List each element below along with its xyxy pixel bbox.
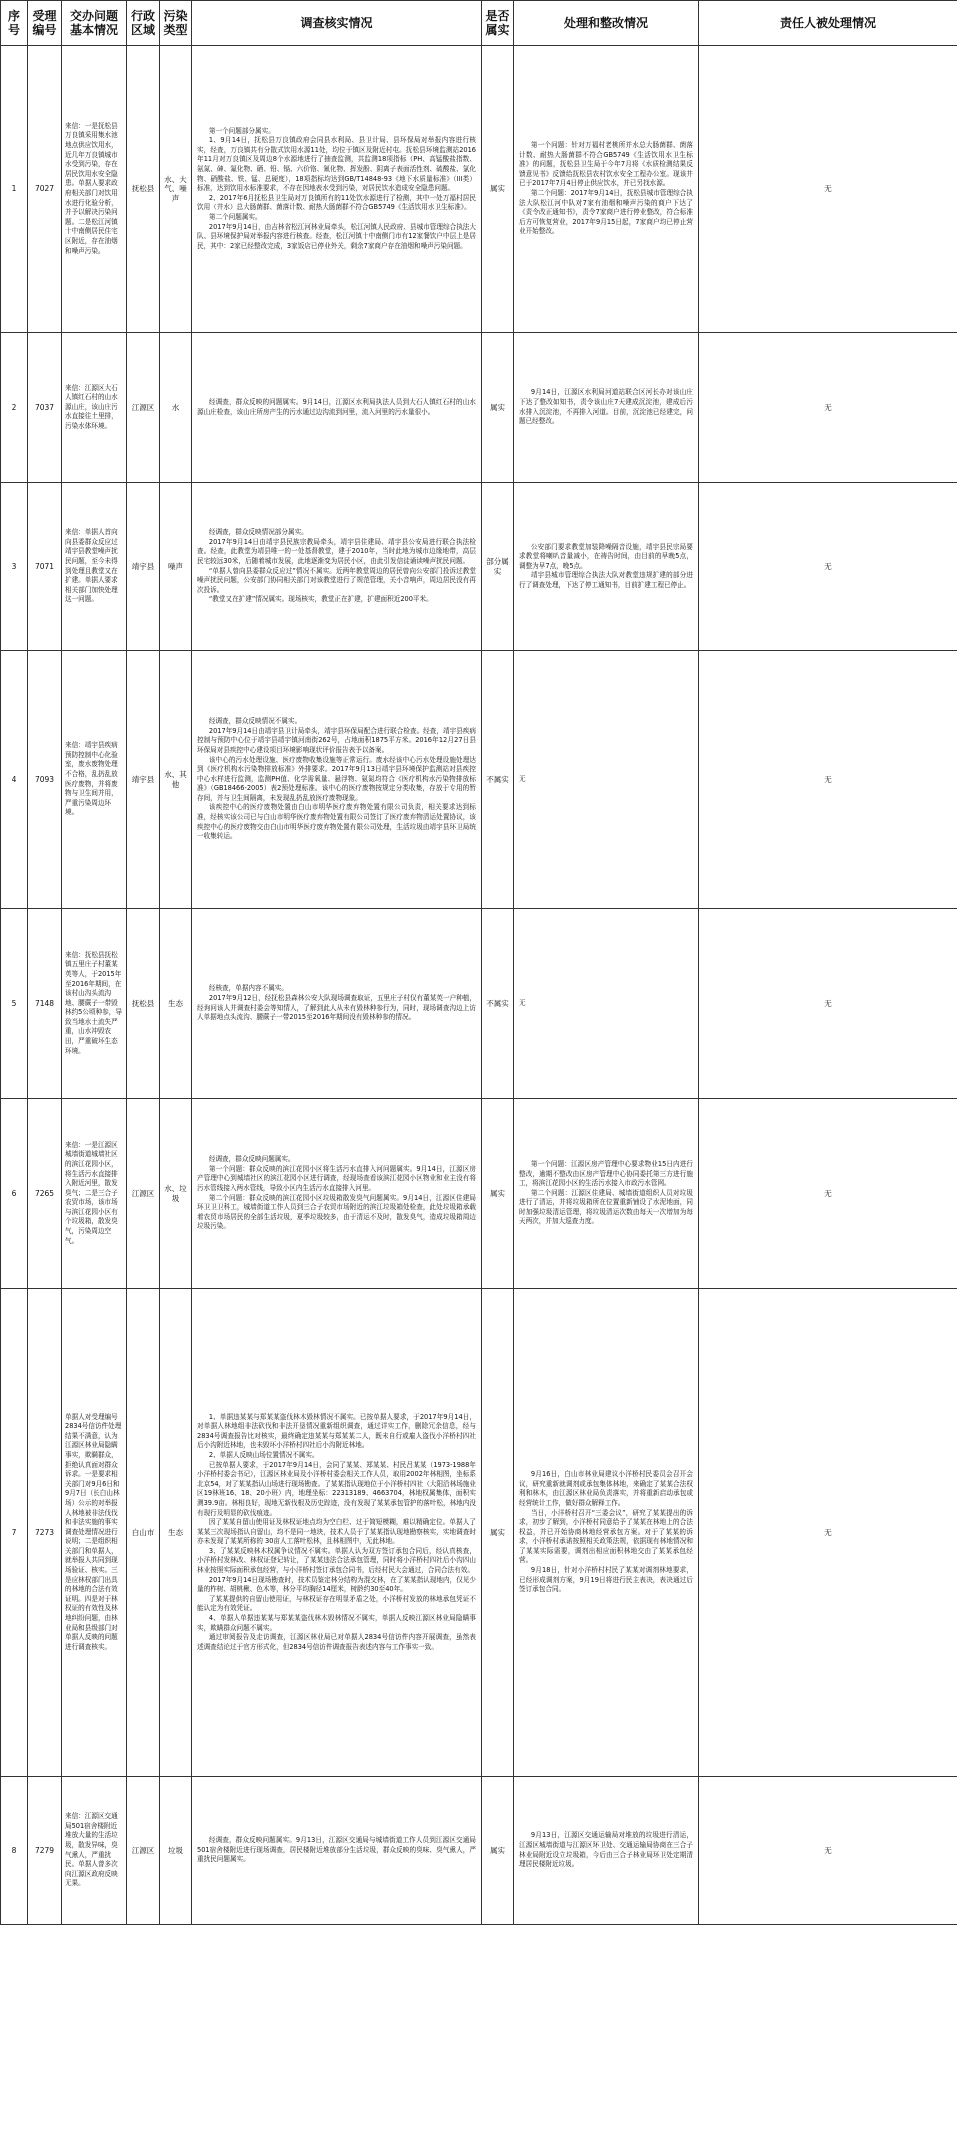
header-investigation: 调查核实情况: [192, 1, 482, 46]
row-seq: 5: [1, 909, 28, 1099]
paragraph: 第二个问题：2017年9月14日，抚松县城市管理综合执法大队松江河中队对7家有油烟和噪声污染的商户下达了《责令改正通知书》，责令7家商户进行停业整改，符合标准后方可恢复营业，2017年9月15日起，7家商户均已停止营业开始整改。: [519, 189, 693, 236]
row-region: 江源区: [127, 1099, 160, 1289]
row-issue-summary: 来信：靖宇县疾病预防控制中心化验室，废水废物处理不合格，乱扔乱放医疗废物，并将废物与卫生间并用，严重污染周边环境。: [62, 651, 127, 909]
row-verified: 部分属实: [482, 483, 514, 651]
row-seq: 3: [1, 483, 28, 651]
row-region: 靖宇县: [127, 483, 160, 651]
row-case-no: 7027: [28, 46, 62, 333]
paragraph: 4、单据人单据违某某与郑某某盗伐林木毁林情况不属实，单据人反映江源区林业局隐瞒事实，欺瞒群众问题不属实。: [197, 1614, 476, 1632]
paragraph: 第一个问题：群众反映的滨江花园小区将生活污水直排入河问题属实。9月14日，江源区房产管理中心到城墙社区的滨江花园小区进行调查，经现场查看该滨江花园小区物业和业主没有将污水管线接入两水管线，导致小区内生活污水直接排入河里。: [197, 1164, 476, 1192]
row-issue-summary: 来信：一是抚松县万良镇采用集水池地点供应饮用水，近几年万良镇城市水受到污染，存在居民饮用水安全隐患。单据人要求政府相关部门对饮用水进行化验分析，并予以解决污染问题。二是松江河镇十中南侧居民住宅区附近，存在油烟和噪声污染。: [62, 46, 127, 333]
row-issue-summary: 来信：江源区大石人镇红石村的山水源山庄，该山庄污水直接往土里排，污染水体环境。: [62, 333, 127, 483]
paragraph: “教堂又在扩建”情况属实。现场核实，教堂正在扩建，扩建面积近200平米。: [208, 595, 433, 604]
row-pollution-type: 生态: [160, 909, 192, 1099]
paragraph: 经调查，群众反映问题属实。: [208, 1155, 295, 1164]
paragraph: 已按单据人要求，于2017年9月14日，会同了某某、郑某某、村民吕某某（1973-1988年小洋桥村委会书记），江源区林业局及小洋桥村委会相关工作人员，取用2002年林相图，坐标系北京54，对了某某指认山场进行现场勘查。了某某指认现地位于小洋桥村四社（大阳沿林场施业区19林班16、18、20小班）内，地理坐标：22313189、4663704，林地权属集体，面积实测39.9亩。林相良好，现地无新伐根及历史踪迹，没有发现了某某承包管护的落叶松，林地内没有现行及明显的砍伐痕迹。: [197, 1460, 476, 1517]
paragraph: 经调查，群众反映情况部分属实。: [208, 528, 308, 537]
row-investigation: [192, 1777, 482, 1925]
row-verified: 属实: [482, 1099, 514, 1289]
paragraph: 该中心的污水处理设施、医疗废物收集设施等正常运行。废水经该中心污水处理设施处理达到《医疗机构水污染物排放标准》外排要求。2017年9月13日靖宇县环境保护监测站对县疾控中心水样进行监测，监测PH值、化学需氧量、悬浮物、氨氮均符合《医疗机构水污染物排放标准》（GB18466-2005）表2预处理标准。该中心的医疗废物按规定分类收集，存放于专用的暂存间，并与卫生间隔离，未发现乱扔乱放医疗废物现象。: [197, 755, 476, 802]
paragraph: 经核查，单据内容不属实。: [208, 984, 288, 993]
header-case-no: 受理编号: [28, 1, 62, 46]
row-pollution-type: 生态: [160, 1289, 192, 1777]
row-investigation: [192, 1289, 482, 1777]
paragraph: 9月14日，江源区水利局河道站联合区河长办对该山庄下达了整改如知书，责令该山庄7天建成沉淀池，建成后污水排入沉淀池，不再排入河道。目前，沉淀池已经建完，问题已经整改。: [519, 388, 693, 426]
paragraph: 2017年9月14日，由吉林省松江河林业局牵头，松江河镇人民政府、县城市管理综合执法大队、县环境保护局对举报内容进行核查。经查，松江河镇十中南侧门市有12家餐饮户中层上是居民，其中：2家已经整改完成，3家饭店已停业外关，剩余7家商户存在油烟和噪声污染问题。: [197, 222, 476, 250]
row-handling: 无: [514, 909, 699, 1099]
row-case-no: 7071: [28, 483, 62, 651]
paragraph: “单据人曾向县委群众反应过”情况不属实。近两年教堂周边的居民曾向公安部门投诉过教堂噪声扰民问题，公安部门协同相关部门对该教堂进行了规范管理，关小音响声，周边居民没有再次投诉。: [197, 566, 476, 594]
row-issue-summary: 来信：单据人首向向县委群众反应过靖宇县教堂噪声扰民问题，至今未得到处理且教堂又在扩建。单据人要求相关部门加快处理这一问题。: [62, 483, 127, 651]
paragraph: 2017年9月14日由靖宇县民族宗教局牵头，靖宇县住建局、靖宇县公安局进行联合执法检查。经查，此教堂为靖县唯一的一处基督教堂，建于2010年，当时此地为城市边缘地带，高层民宅较远30米，后随着城市发展，此地逐渐变为居民小区，由此引发信徒诵读噪声扰民问题。: [197, 537, 476, 565]
paragraph: 第二个问题：群众反映的滨江花园小区垃圾箱散发臭气问题属实。9月14日，江源区住建局环卫卫卫科工，城墙街道工作人员到三合子农贸市场附近的滨江垃圾箱处检查，此处垃圾箱承载着农贸市场居民的全部生活垃圾，夏季垃圾较多，由于清运不及时，散发臭气，造成垃圾箱周边垃圾污染。: [197, 1193, 476, 1231]
row-issue-summary: 来信：抚松县抚松镇五里庄子村董某英等人，于2015年至2016年期间，在该村山沟头流沟地、腰蕨子一带毁林约5公顷种参，导致当地水土流失严重，山水冲毁农田，严重破坏生态环境。: [62, 909, 127, 1099]
row-handling: [514, 1099, 699, 1289]
paragraph: 经调查，群众反映的问题属实。9月14日，江源区水利局执法人员到大石人镇红石村的山水源山庄检查，该山庄所房产生的污水通过边沟流到河里，流入河里的污水量很小。: [197, 397, 476, 416]
row-handling: [514, 46, 699, 333]
table-row: [1, 1099, 957, 1289]
paragraph: 通过审阅报告及走访调查，江源区林业局已对单据人2834号信访件内容开展调查，虽然表述调查结论过于官方形式化，但2834号信访件调查报告表述内容与工作事实一致。: [197, 1633, 476, 1651]
row-investigation: [192, 909, 482, 1099]
row-region: 抚松县: [127, 46, 160, 333]
row-verified: 不属实: [482, 909, 514, 1099]
row-case-no: 7273: [28, 1289, 62, 1777]
row-pollution-type: 垃圾: [160, 1777, 192, 1925]
row-pollution-type: 水、其他: [160, 651, 192, 909]
header-accountability: 责任人被处理情况: [699, 1, 957, 46]
paragraph: 经调查，群众反映情况不属实。: [208, 717, 302, 726]
header-handling: 处理和整改情况: [514, 1, 699, 46]
row-pollution-type: 水、大气、噪声: [160, 46, 192, 333]
row-seq: 7: [1, 1289, 28, 1777]
row-case-no: 7037: [28, 333, 62, 483]
row-accountability: 无: [699, 1099, 957, 1289]
row-verified: 属实: [482, 1777, 514, 1925]
paragraph: 第一个问题：江源区房产管理中心要求物业15日内进行整改，逾期不整改由区房产管理中心协同委托第三方进行施工，将滨江花园小区的生活污水接入市政污水管网。: [519, 1159, 693, 1188]
row-investigation: [192, 46, 482, 333]
paragraph: 2017年9月14日由靖宇县卫计局牵头，靖宇县环保局配合进行联合检查。经查，靖宇县疾病控制与预防中心位于靖宇县靖宇镇河南街262号，占地面积1875平方米。2016年12月27日县环保局对县疾控中心建设项目环境影响现状评价报告表予以备案。: [197, 726, 476, 754]
row-accountability: 无: [699, 333, 957, 483]
paragraph: 因了某某自留山使用证及林权证地点均为空白栏、过于简短模糊，难以精确定位。单据人了某某三次现场指认自留山，均不是同一地块，技术人员于了某某指认现地勘察核实，实地调查时亦未发现了某某所称的 30亩人工落叶松林，且林相图中，无此林地。: [197, 1518, 476, 1546]
row-verified: 属实: [482, 333, 514, 483]
row-pollution-type: 噪声: [160, 483, 192, 651]
row-region: 江源区: [127, 1777, 160, 1925]
paragraph: 第二个问题：江源区住建局、城墙街道组织人员对垃圾进行了清运，并将垃圾箱所在位置重新铺设了水泥地面，同时加强垃圾清运管理，将垃圾清运次数由每天一次增加为每天两次，并加大巡查力度。: [519, 1188, 693, 1226]
table-row: [1, 1777, 957, 1925]
paragraph: 2、单据人反映山场位置情况不属实。: [208, 1450, 319, 1459]
row-handling: [514, 333, 699, 483]
row-handling: [514, 483, 699, 651]
row-case-no: 7279: [28, 1777, 62, 1925]
row-handling: 无: [514, 651, 699, 909]
table-row: [1, 46, 957, 333]
row-issue-summary: 单据人对受理编号2834号信访件处理结果不满意，认为江源区林业局隐瞒事实，欺瞒群众，拒绝认真面对群众诉求。一是要求相关部门对9月6日和9月7日（长白山林场）公示的对举报人林地被非法伐伐和非法实施的事实调查处理情况进行说明；二是组织相关部门和单据人，就举报人共同到现场验证、核实。三是应林权部门出具的林地的合法有效证明。四是对于林权证的有效性及林地纠纷问题，由林业局和县级部门对单据人反映的问题进行调查核实。: [62, 1289, 127, 1777]
paragraph: 当日，小洋桥村召开“三委会议”，研究了某某提出的诉求，初步了解到，小洋桥村同意给予了某某在林地上的合法权益，并已开始协商林地经营承包方案。对于了某某的诉求，小洋桥村承诺按照相关政策法规，依据现有林地情况和了某某实际需要，调剂出相应面积林地交由了某某承包经营。: [519, 1508, 693, 1565]
paragraph: 第二个问题属实。: [208, 212, 262, 221]
paragraph: 2、2017年6月抚松县卫生局对万良镇所有的11处饮水源进行了检测，其中一处万福村居民饮用（井水）总大肠菌群、菌落计数、耐热大肠菌群不符合GB5749《生活饮用水卫生标准》。: [197, 193, 476, 212]
row-seq: 2: [1, 333, 28, 483]
header-region: 行政区域: [127, 1, 160, 46]
table-row: [1, 1289, 957, 1777]
row-accountability: 无: [699, 909, 957, 1099]
row-investigation: [192, 483, 482, 651]
row-accountability: 无: [699, 483, 957, 651]
header-pollution: 污染类型: [160, 1, 192, 46]
row-accountability: 无: [699, 1289, 957, 1777]
paragraph: 第一个问题部分属实。: [208, 126, 275, 135]
row-case-no: 7093: [28, 651, 62, 909]
row-case-no: 7265: [28, 1099, 62, 1289]
row-seq: 8: [1, 1777, 28, 1925]
paragraph: 2017年9月14日现场勘查时，技术员鉴定林分结构为混交林，在了某某指认现地内，仅见少量的柞树、胡桃楸、色木等，林分平均胸径14厘米，树龄约30至40年。: [197, 1575, 476, 1594]
paragraph: 9月18日，针对小洋桥村村民了某某对调剂林地要求，已经形成调剂方案，9月19日将进行民主表决，表决通过后签订承包合同。: [519, 1566, 693, 1594]
row-verified: 不属实: [482, 651, 514, 909]
row-issue-summary: 来信：一是江源区城墙街道城墙社区的滨江花园小区，将生活污水直接排入附近河里，散发臭气；二是三合子农贸市场，该市场与滨江花园小区有个垃圾箱，散发臭气，污染周边空气。: [62, 1099, 127, 1289]
paragraph: 2017年9月12日，经抚松县森林公安大队现场调查取证，五里庄子村仅有董某英一户种植，经询问该人并调查村委会等知情人，了解到此人从未有毁林种参行为，同时，现场调查沟边上访人单据地点头流沟、腰蕨子一带2015至2016年期间没有毁林种参的情况。: [197, 993, 476, 1022]
row-region: 江源区: [127, 333, 160, 483]
row-seq: 1: [1, 46, 28, 333]
row-seq: 4: [1, 651, 28, 909]
paragraph: 经调查，群众反映问题属实。9月13日，江源区交通局与城墙街道工作人员到江源区交通局501宿舍楼附近进行现场调查，居民楼附近堆放部分生活垃圾，群众反映的臭味、臭气熏人，严重扰民问题属实。: [197, 1836, 476, 1864]
row-verified: 属实: [482, 46, 514, 333]
table-row: [1, 483, 957, 651]
paragraph: 该疾控中心的医疗废物处置由白山市明华医疗废弃物处置有限公司负责，相关要求达到标准，经核实该公司已与白山市明华医疗废弃物处置有限公司签订了医疗废弃物清运处置协议，该疾控中心的医疗废物交由白山市明华医疗废弃物处置有限公司处理，生活垃圾由靖宇县环卫局统一收集转运。: [197, 803, 476, 841]
paragraph: 3、了某某反映林木权属争议情况不属实。单据人认为双方签订承包合同后，经认真核查，小洋桥村发林改、林权证登记转让，了某某违法合法承包管理，同时将小洋桥村四社后小沟四山林业按照实际面积承包经营，与小洋桥村签订承包合同书，后经村民大会通过，合同合法有效。: [197, 1546, 476, 1575]
row-region: 白山市: [127, 1289, 160, 1777]
paragraph: 1、单据违某某与郑某某盗伐林木毁林情况不属实。已按单据人要求，于2017年9月14日，对单据人林地组非法砍伐和非法开垦情况重新组织调查，通过详实工作，删除冗余信息，经与2834号调查报告比对核实，最终确定违某某与郑某某二人，既未自行或雇人盗伐小洋桥村四社后小沟附近林地，也未毁坏小洋桥村四社后小沟附近林地。: [197, 1412, 476, 1450]
header-issue: 交办问题基本情况: [62, 1, 127, 46]
row-handling: [514, 1289, 699, 1777]
row-seq: 6: [1, 1099, 28, 1289]
table-row: [1, 909, 957, 1099]
row-accountability: 无: [699, 1777, 957, 1925]
paragraph: 靖宇县城市管理综合执法大队对教堂违规扩建的部分进行了调查处理，下达了停工通知书，目前扩建工程已停止。: [519, 571, 693, 589]
row-handling: [514, 1777, 699, 1925]
row-investigation: [192, 651, 482, 909]
paragraph: 1、9月14日，抚松县万良镇政府会同县水利局、县卫计局、县环保局对举报内容进行核实，经查，万良镇共有分散式饮用水源11处，均位于镇区及附近村屯。抚松县环境监测站2016年11月对万良镇区及周边8个水源地进行了抽查监测，共监测18项指标（PH、高锰酸盐指数、氨氮、砷、氟化物、硒、铅、镉、六价铬、氰化物、挥发酚、阴离子表面活性剂、硫酸盐、氯化物、硝酸盐、铁、锰、总硬度），18项指标均达到GB/T14848-93《地下水质量标准》（III类）标准，达到饮用水标准要求，不存在因地表水受到污染，对居民饮水造成安全隐患问题。: [197, 136, 476, 193]
row-investigation: [192, 1099, 482, 1289]
row-case-no: 7148: [28, 909, 62, 1099]
row-verified: 属实: [482, 1289, 514, 1777]
row-region: 靖宇县: [127, 651, 160, 909]
header-seq: 序号: [1, 1, 28, 46]
table-header-row: [1, 1, 957, 46]
row-pollution-type: 水、垃圾: [160, 1099, 192, 1289]
row-accountability: 无: [699, 651, 957, 909]
paragraph: 第一个问题：针对万福村老桃所并水总大肠菌群、菌落计数、耐热大肠菌群不符合GB5749《生活饮用水卫生标准》的问题，抚松县卫生局于今年7月将《水质检测结果反馈意见书》反馈给抚松县农村饮水安全工程办公室。现该井已于2017年7月4日停止供应饮水，并已另找水源。: [519, 141, 693, 188]
row-investigation: [192, 333, 482, 483]
table-row: [1, 333, 957, 483]
paragraph: 公安部门要求教堂加装降噪隔音设施，靖宇县民宗局要求教堂将喇叭音量减小，在祷告时间，由目前的早晚5点，调整为早7点，晚5点。: [519, 542, 693, 570]
paragraph: 9月16日，白山市林业局建议小洋桥村民委员会召开会议，研究重新就调剂或承包集体林地，来确定了某某合法权利和林木，由江源区林业局负责落实，并将重新启动承包或经营统计工作，做好群众解释工作。: [519, 1470, 693, 1507]
row-pollution-type: 水: [160, 333, 192, 483]
row-accountability: 无: [699, 46, 957, 333]
header-verified: 是否属实: [482, 1, 514, 46]
row-issue-summary: 来信：江源区交通局501宿舍楼附近堆放大量的生活垃圾，散发异味，臭气熏人，严重扰民。单据人曾多次向江源区政府反映无果。: [62, 1777, 127, 1925]
paragraph: 9月13日，江源区交通运输局对堆放的垃圾进行清运，江源区城墙街道与江源区环卫处、交通运输局协商在三合子林业局附近设立垃圾箱，今后由三合子林业局环卫处定期清理居民楼附近垃圾。: [519, 1831, 693, 1869]
table-row: [1, 651, 957, 909]
paragraph: 了某某提供的自留山使用证，与林权证存在明显矛盾之处，小洋桥村发放的林地承包凭证不能认定为有效凭证。: [197, 1594, 476, 1613]
row-region: 抚松县: [127, 909, 160, 1099]
